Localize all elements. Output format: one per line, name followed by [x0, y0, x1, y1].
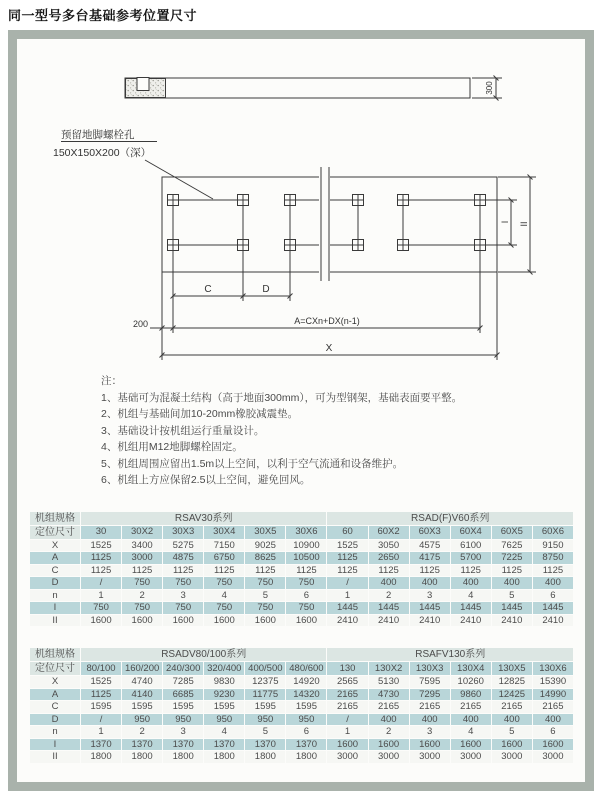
model-label: 60X3 [410, 526, 450, 539]
cell: 3000 [410, 751, 450, 763]
row-header-label: 定位尺寸 [30, 526, 80, 539]
series-header-row [30, 512, 573, 525]
cell: 1595 [81, 701, 121, 713]
cell: 5 [245, 590, 285, 602]
note-item: 2、机组与基础间加10-20mm橡胶减震垫。 [101, 408, 299, 420]
cell: 2 [122, 590, 162, 602]
corner-label: 机组规格 [30, 512, 80, 525]
cell: 6 [533, 726, 573, 738]
cell: 15390 [533, 676, 573, 688]
page-title: 同一型号多台基础参考位置尺寸 [8, 8, 198, 23]
cell: 12825 [492, 676, 532, 688]
cell: 4 [204, 726, 244, 738]
data-row [30, 602, 573, 614]
row-label: D [30, 577, 80, 589]
cell: 1125 [492, 565, 532, 577]
cell: 1800 [245, 751, 285, 763]
cell: 3 [410, 590, 450, 602]
cell: 6100 [451, 540, 491, 552]
cell: 9150 [533, 540, 573, 552]
model-label: 30X6 [286, 526, 326, 539]
cell: 4730 [369, 689, 409, 701]
cell: 1600 [245, 615, 285, 627]
cell: 6 [286, 590, 326, 602]
cell: 1800 [286, 751, 326, 763]
cell: 1125 [286, 565, 326, 577]
model-label: 130X3 [410, 662, 450, 675]
model-label: 60X5 [492, 526, 532, 539]
cell: 1 [81, 590, 121, 602]
cell: 1125 [122, 565, 162, 577]
cell: 1600 [204, 615, 244, 627]
cell: 1125 [81, 565, 121, 577]
cell: 1445 [410, 602, 450, 614]
cell: 1800 [163, 751, 203, 763]
cell: 2410 [492, 615, 532, 627]
cell: 2650 [369, 552, 409, 564]
cell: 6685 [163, 689, 203, 701]
cell: 14320 [286, 689, 326, 701]
model-label: 130 [327, 662, 367, 675]
cell: 4 [451, 726, 491, 738]
cell: 1445 [451, 602, 491, 614]
cell: 4575 [410, 540, 450, 552]
cell: 9860 [451, 689, 491, 701]
horizontal-dimensions [133, 251, 497, 360]
cell: 400 [410, 714, 450, 726]
model-label: 60 [327, 526, 367, 539]
cell: 1445 [533, 602, 573, 614]
cell: 400 [533, 714, 573, 726]
cell: 9230 [204, 689, 244, 701]
cell: 2165 [327, 701, 367, 713]
dim-label-x: X [325, 343, 333, 354]
cell: 3 [163, 726, 203, 738]
note-item: 6、机组上方应保留2.5以上空间，避免回风。 [101, 474, 311, 486]
cell: 11775 [245, 689, 285, 701]
spec-table-rsav30-rsadv60 [29, 511, 574, 628]
row-label: II [30, 615, 80, 627]
cell: 2565 [327, 676, 367, 688]
cell: 1600 [81, 615, 121, 627]
cell: 2165 [451, 701, 491, 713]
data-row [30, 590, 573, 602]
cell: 3 [163, 590, 203, 602]
dim-label-200: 200 [132, 319, 148, 329]
cell: 10500 [286, 552, 326, 564]
model-label: 480/600 [286, 662, 326, 675]
series-label: RSAV30系列 [81, 512, 326, 525]
note-item: 1、基础可为混凝土结构（高于地面300mm），可为型钢架，基础表面要平整。 [101, 391, 463, 404]
cell: 2 [122, 726, 162, 738]
cell: 2410 [410, 615, 450, 627]
note-item: 4、机组用M12地脚螺栓固定。 [101, 441, 243, 453]
data-row [30, 552, 573, 564]
cell: 1125 [533, 565, 573, 577]
cell: 1 [81, 726, 121, 738]
cell: 950 [163, 714, 203, 726]
row-label: X [30, 540, 80, 552]
cell: 1125 [163, 565, 203, 577]
cell: 400 [451, 714, 491, 726]
model-label: 130X5 [492, 662, 532, 675]
cell: 1445 [492, 602, 532, 614]
cell: 750 [286, 577, 326, 589]
cell: 1125 [327, 552, 367, 564]
cell: 6 [286, 726, 326, 738]
cell: 1800 [204, 751, 244, 763]
cell: 4740 [122, 676, 162, 688]
cell: / [81, 714, 121, 726]
dim-label-a-formula: A=CXn+DX(n-1) [294, 316, 360, 326]
cell: 400 [533, 577, 573, 589]
dim-label-300: 300 [485, 81, 494, 95]
row-label: A [30, 552, 80, 564]
cell: 7595 [410, 676, 450, 688]
cell: 2 [369, 590, 409, 602]
dim-label-c: C [204, 284, 212, 295]
model-label: 60X4 [451, 526, 491, 539]
cell: 1125 [204, 565, 244, 577]
cell: 2165 [410, 701, 450, 713]
cell: 750 [204, 577, 244, 589]
model-label: 30 [81, 526, 121, 539]
cell: 750 [245, 602, 285, 614]
cell: 950 [122, 714, 162, 726]
spec-table-rsadv80-rsafv130 [29, 647, 574, 764]
cell: 9830 [204, 676, 244, 688]
data-row [30, 676, 573, 688]
cell: 10260 [451, 676, 491, 688]
row-label: II [30, 751, 80, 763]
cell: 8750 [533, 552, 573, 564]
cell: 4875 [163, 552, 203, 564]
cell: 2165 [492, 701, 532, 713]
model-label: 80/100 [81, 662, 121, 675]
cell: 10900 [286, 540, 326, 552]
cell: 12425 [492, 689, 532, 701]
row-label: A [30, 689, 80, 701]
data-row [30, 615, 573, 627]
cell: 1 [327, 726, 367, 738]
cell: 1125 [451, 565, 491, 577]
cell: 1600 [163, 615, 203, 627]
cell: 1370 [204, 739, 244, 751]
cell: 3000 [327, 751, 367, 763]
cell: 5275 [163, 540, 203, 552]
cell: 750 [204, 602, 244, 614]
cell: 7285 [163, 676, 203, 688]
cell: 2165 [533, 701, 573, 713]
dim-label-d: D [262, 284, 270, 295]
note-item: 3、基础设计按机组运行重量设计。 [101, 424, 265, 437]
bolt-hole-callout [53, 128, 213, 199]
cell: 2410 [369, 615, 409, 627]
model-label: 130X4 [451, 662, 491, 675]
cell: / [327, 714, 367, 726]
plan-view [162, 167, 497, 281]
cell: 2165 [369, 701, 409, 713]
cell: 2165 [327, 689, 367, 701]
cell: 4 [451, 590, 491, 602]
cell: 750 [122, 577, 162, 589]
cell: 1370 [163, 739, 203, 751]
dim-label-ii: II [519, 221, 529, 227]
cell: 1125 [369, 565, 409, 577]
cell: 5700 [451, 552, 491, 564]
cell: 3000 [369, 751, 409, 763]
model-header-row [30, 662, 573, 675]
cell: 4 [204, 590, 244, 602]
cell: 1600 [410, 739, 450, 751]
cell: 1600 [286, 615, 326, 627]
data-row [30, 751, 573, 763]
cell: 750 [245, 577, 285, 589]
side-view [125, 78, 502, 99]
cell: 1600 [369, 739, 409, 751]
model-label: 320/400 [204, 662, 244, 675]
cell: 1600 [327, 739, 367, 751]
cell: 1800 [122, 751, 162, 763]
cell: 7225 [492, 552, 532, 564]
cell: 4140 [122, 689, 162, 701]
cell: 1600 [492, 739, 532, 751]
cell: 3000 [492, 751, 532, 763]
data-row [30, 577, 573, 589]
cell: 3000 [451, 751, 491, 763]
cell: 3000 [122, 552, 162, 564]
data-row [30, 689, 573, 701]
cell: 950 [245, 714, 285, 726]
cell: 6750 [204, 552, 244, 564]
cell: 1595 [122, 701, 162, 713]
cell: 1800 [81, 751, 121, 763]
cell: 7625 [492, 540, 532, 552]
callout-text-1: 预留地脚螺栓孔 [61, 129, 135, 141]
cell: 1370 [286, 739, 326, 751]
cell: 7295 [410, 689, 450, 701]
model-label: 130X2 [369, 662, 409, 675]
data-row [30, 726, 573, 738]
row-header-label: 定位尺寸 [30, 662, 80, 675]
vertical-dimensions [486, 177, 536, 272]
cell: 2410 [451, 615, 491, 627]
model-label: 240/300 [163, 662, 203, 675]
cell: 1370 [81, 739, 121, 751]
cell: 400 [369, 714, 409, 726]
row-label: n [30, 726, 80, 738]
row-label: n [30, 590, 80, 602]
cell: 1595 [286, 701, 326, 713]
content-frame [8, 30, 594, 791]
cell: 1125 [410, 565, 450, 577]
callout-text-2: 150X150X200（深） [53, 147, 152, 159]
cell: 1525 [81, 676, 121, 688]
cell: 750 [163, 602, 203, 614]
cell: 950 [204, 714, 244, 726]
cell: 400 [451, 577, 491, 589]
cell: 3 [410, 726, 450, 738]
cell: 14990 [533, 689, 573, 701]
model-label: 30X2 [122, 526, 162, 539]
notes [101, 373, 585, 489]
cell: 2410 [533, 615, 573, 627]
cell: 12375 [245, 676, 285, 688]
model-label: 30X4 [204, 526, 244, 539]
cell: 1445 [369, 602, 409, 614]
cell: / [327, 577, 367, 589]
cell: 3050 [369, 540, 409, 552]
cell: 6 [533, 590, 573, 602]
cell: 2 [369, 726, 409, 738]
cell: 4175 [410, 552, 450, 564]
series-label: RSAFV130系列 [327, 648, 573, 661]
cell: 400 [410, 577, 450, 589]
corner-label: 机组规格 [30, 648, 80, 661]
data-row [30, 714, 573, 726]
cell: 400 [369, 577, 409, 589]
cell: 3000 [533, 751, 573, 763]
cell: 3400 [122, 540, 162, 552]
cell: 1600 [533, 739, 573, 751]
dim-label-i: I [500, 220, 510, 224]
model-label: 160/200 [122, 662, 162, 675]
cell: 1125 [245, 565, 285, 577]
cell: 7150 [204, 540, 244, 552]
model-label: 30X5 [245, 526, 285, 539]
cell: 1125 [327, 565, 367, 577]
cell: 400 [492, 714, 532, 726]
model-label: 30X3 [163, 526, 203, 539]
cell: 5 [245, 726, 285, 738]
data-row [30, 701, 573, 713]
cell: 14920 [286, 676, 326, 688]
cell: 5 [492, 726, 532, 738]
cell: 5130 [369, 676, 409, 688]
cell: 1445 [327, 602, 367, 614]
model-label: 130X6 [533, 662, 573, 675]
cell: 1600 [122, 615, 162, 627]
row-label: I [30, 739, 80, 751]
row-label: D [30, 714, 80, 726]
series-label: RSADV80/100系列 [81, 648, 326, 661]
cell: 1595 [204, 701, 244, 713]
cell: 1125 [81, 689, 121, 701]
row-label: C [30, 701, 80, 713]
model-label: 400/500 [245, 662, 285, 675]
row-label: I [30, 602, 80, 614]
model-label: 60X6 [533, 526, 573, 539]
model-header-row [30, 526, 573, 539]
cell: 750 [163, 577, 203, 589]
cell: 1125 [81, 552, 121, 564]
cell: 1525 [327, 540, 367, 552]
cell: 750 [81, 602, 121, 614]
cell: 8625 [245, 552, 285, 564]
cell: / [81, 577, 121, 589]
cell: 2410 [327, 615, 367, 627]
series-label: RSAD(F)V60系列 [327, 512, 573, 525]
cell: 950 [286, 714, 326, 726]
cell: 1595 [245, 701, 285, 713]
notes-heading: 注： [101, 375, 122, 387]
cell: 5 [492, 590, 532, 602]
foundation-diagram [17, 39, 585, 371]
note-item: 5、机组周围应留出1.5m以上空间，以利于空气流通和设备维护。 [101, 457, 404, 470]
data-row [30, 565, 573, 577]
model-label: 60X2 [369, 526, 409, 539]
row-label: C [30, 565, 80, 577]
data-row [30, 540, 573, 552]
row-label: X [30, 676, 80, 688]
cell: 1525 [81, 540, 121, 552]
cell: 400 [492, 577, 532, 589]
cell: 1595 [163, 701, 203, 713]
cell: 750 [122, 602, 162, 614]
data-row [30, 739, 573, 751]
series-header-row [30, 648, 573, 661]
cell: 1600 [451, 739, 491, 751]
cell: 1370 [245, 739, 285, 751]
cell: 9025 [245, 540, 285, 552]
cell: 750 [286, 602, 326, 614]
cell: 1 [327, 590, 367, 602]
cell: 1370 [122, 739, 162, 751]
